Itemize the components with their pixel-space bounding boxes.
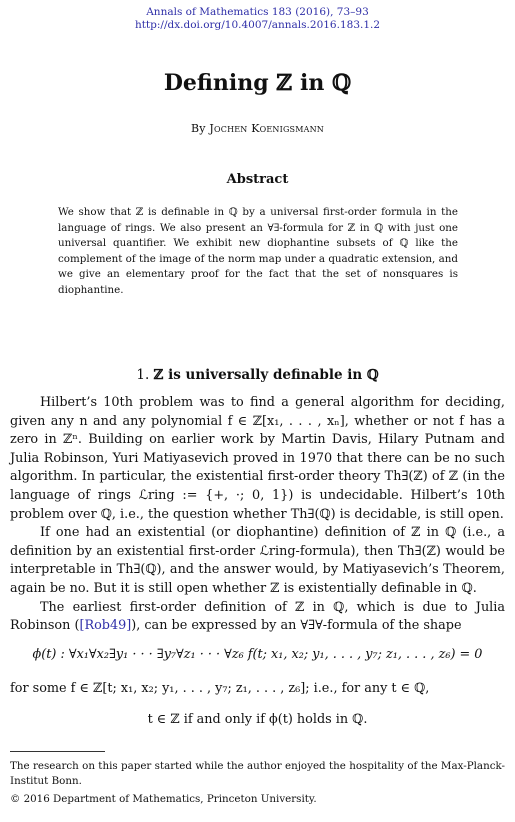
footnote-rule: [10, 751, 105, 752]
doi-link[interactable]: http://dx.doi.org/10.4007/annals.2016.183.1.2: [134, 19, 381, 31]
for-some-line: for some f ∈ ℤ[t; x₁, x₂; y₁, . . . , y₇; z₁, . . . , z₆]; i.e., for any t ∈ ℚ,: [10, 681, 430, 696]
section-heading: [0, 367, 515, 383]
author-line: [0, 122, 515, 135]
section-number: 1.: [136, 367, 154, 383]
author-name: Jochen Koenigsmann: [209, 122, 325, 135]
footnote: The research on this paper started while the author enjoyed the hospitality of the Max-Planck-Institut Bonn.: [10, 760, 505, 787]
author-prefix: By: [190, 122, 210, 135]
paragraph-2: If one had an existential (or diophantine) definition of ℤ in ℚ (i.e., a definition by an existential first-order ℒring-formula), then Th∃(ℤ) would be interpretable in Th∃(ℚ), and the answer would, by Matiyasevich’s Theorem, again be no. But it is still open whether ℤ is existentially definable in ℚ.: [10, 525, 505, 596]
citation-link-rob49[interactable]: [Rob49]: [79, 618, 132, 634]
paragraph-3-text-b: ), can be expressed by an ∀∃∀-formula of the shape: [131, 618, 462, 634]
body-text: [10, 394, 505, 636]
paper-title: Defining ℤ in ℚ: [163, 70, 352, 96]
paragraph-3: [10, 599, 505, 636]
abstract-text: We show that ℤ is definable in ℚ by a universal first-order formula in the language of rings. We also present an ∀∃-formula for ℤ in ℚ with just one universal quantifier. We exhibit new diophantine subsets of ℚ like the complement of the image of the norm map under a quadratic extension, and we give an elementary proof for the fact that the set of nonsquares is diophantine.: [58, 206, 458, 296]
equation-phi: ϕ(t) : ∀x₁∀x₂∃y₁ · · · ∃y₇∀z₁ · · · ∀z₆ f(t; x₁, x₂; y₁, . . . , y₇; z₁, . . . , z₆) = 0: [32, 647, 483, 662]
section-title: ℤ is universally definable in ℚ: [153, 367, 379, 383]
equation-iff: t ∈ ℤ if and only if ϕ(t) holds in ℚ.: [147, 712, 368, 727]
paragraph-3-text-a: The earliest first-order definition of ℤ in ℚ, which is due to Julia Robinson (: [10, 599, 505, 634]
abstract-heading: Abstract: [226, 172, 289, 187]
journal-citation[interactable]: Annals of Mathematics 183 (2016), 73–93: [146, 6, 369, 18]
paragraph-1: Hilbert’s 10th problem was to find a general algorithm for deciding, given any n and any polynomial f ∈ ℤ[x₁, . . . , xₙ], whether or not f has a zero in ℤⁿ. Building on earlier work by Martin Davis, Hilary Putnam and Julia Robinson, Yuri Matiyasevich proved in 1970 that there can be no such algorithm. In particular, the existential first-order theory Th∃(ℤ) of ℤ (in the language of rings ℒring := {+, ·; 0, 1}) is undecidable. Hilbert’s 10th problem over ℚ, i.e., the question whether Th∃(ℚ) is decidable, is still open.: [10, 395, 505, 522]
copyright-line: © 2016 Department of Mathematics, Princeton University.: [10, 793, 317, 805]
